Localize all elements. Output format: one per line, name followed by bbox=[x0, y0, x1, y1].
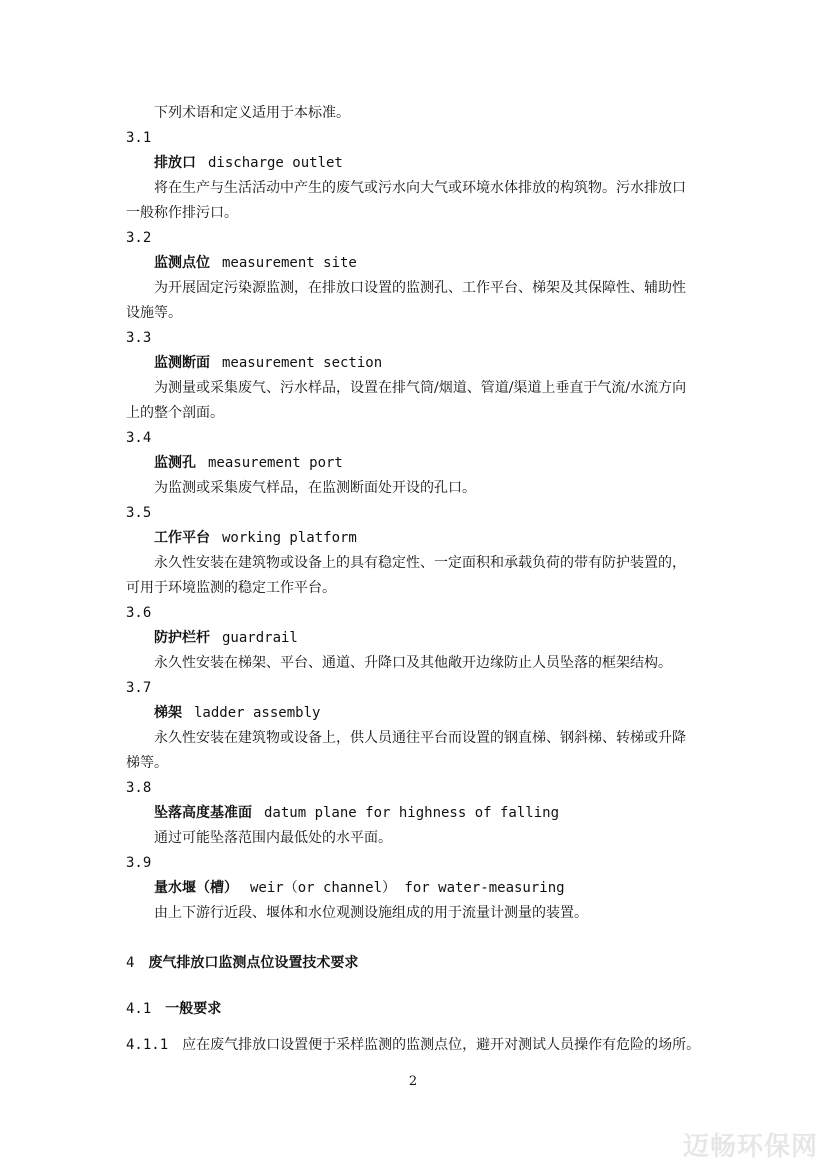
term-definition: 永久性安装在梯架、平台、通道、升降口及其他敞开边缘防止人员坠落的框架结构。 bbox=[154, 655, 672, 671]
term-cn: 坠落高度基准面 bbox=[154, 805, 252, 821]
term-cn: 监测断面 bbox=[154, 355, 210, 371]
term-definition: 永久性安装在建筑物或设备上，供人员通往平台而设置的钢直梯、钢斜梯、转梯或升降 bbox=[154, 730, 686, 746]
term-definition-cont: 设施等。 bbox=[126, 305, 182, 321]
term-number: 3.6 bbox=[126, 605, 152, 621]
term-number: 3.3 bbox=[126, 330, 152, 346]
term-title bbox=[154, 879, 701, 897]
term-number: 3.2 bbox=[126, 230, 152, 246]
term-definition-cont: 可用于环境监测的稳定工作平台。 bbox=[126, 580, 336, 596]
term-number: 3.4 bbox=[126, 430, 152, 446]
term-en: ladder assembly bbox=[194, 705, 321, 721]
term-en: weir（or channel） for water-measuring bbox=[250, 880, 565, 896]
term-cn: 监测点位 bbox=[154, 255, 210, 271]
subsection-number: 4.1 bbox=[126, 1001, 152, 1017]
term-en: guardrail bbox=[222, 630, 298, 646]
term-number: 3.8 bbox=[126, 780, 152, 796]
term-title bbox=[154, 454, 701, 472]
term-cn: 量水堰（槽） bbox=[154, 880, 238, 896]
term-title bbox=[154, 354, 701, 372]
term-definition: 为测量或采集废气、污水样品，设置在排气筒/烟道、管道/渠道上垂直于气流/水流方向 bbox=[154, 380, 687, 396]
term-definition-cont: 梯等。 bbox=[126, 755, 168, 771]
term-title bbox=[154, 154, 701, 172]
term-definition: 为监测或采集废气样品，在监测断面处开设的孔口。 bbox=[154, 480, 476, 496]
term-en: measurement site bbox=[222, 255, 357, 271]
term-definition: 永久性安装在建筑物或设备上的具有稳定性、一定面积和承载负荷的带有防护装置的， bbox=[154, 555, 686, 571]
term-en: measurement port bbox=[208, 455, 343, 471]
term-definition: 由上下游行近段、堰体和水位观测设施组成的用于流量计测量的装置。 bbox=[154, 905, 588, 921]
term-number: 3.7 bbox=[126, 680, 152, 696]
term-cn: 监测孔 bbox=[154, 455, 196, 471]
term-number: 3.9 bbox=[126, 855, 152, 871]
term-en: measurement section bbox=[222, 355, 383, 371]
section-number: 4 bbox=[126, 955, 135, 971]
term-title bbox=[154, 254, 701, 272]
section-heading bbox=[126, 954, 701, 972]
term-definition-cont: 上的整个剖面。 bbox=[126, 405, 224, 421]
term-title bbox=[154, 629, 701, 647]
term-number: 3.1 bbox=[126, 130, 152, 146]
term-title bbox=[154, 804, 701, 822]
page-number: 2 bbox=[408, 1074, 418, 1089]
term-en: working platform bbox=[222, 530, 357, 546]
intro-text: 下列术语和定义适用于本标准。 bbox=[154, 105, 350, 121]
term-definition-cont: 一般称作排污口。 bbox=[126, 205, 238, 221]
term-cn: 工作平台 bbox=[154, 530, 210, 546]
term-cn: 防护栏杆 bbox=[154, 630, 210, 646]
term-definition: 为开展固定污染源监测，在排放口设置的监测孔、工作平台、梯架及其保障性、辅助性 bbox=[154, 280, 686, 296]
term-cn: 梯架 bbox=[154, 705, 182, 721]
clause-text: 应在废气排放口设置便于采样监测的监测点位，避开对测试人员操作有危险的场所。 bbox=[182, 1037, 701, 1053]
term-title bbox=[154, 704, 701, 722]
term-definition: 将在生产与生活活动中产生的废气或污水向大气或环境水体排放的构筑物。污水排放口 bbox=[154, 180, 686, 196]
subsection-title: 一般要求 bbox=[165, 1001, 222, 1017]
term-en: discharge outlet bbox=[208, 155, 343, 171]
clause bbox=[126, 1036, 701, 1054]
subsection-heading bbox=[126, 1000, 701, 1018]
section-title: 废气排放口监测点位设置技术要求 bbox=[148, 955, 359, 971]
term-en: datum plane for highness of falling bbox=[264, 805, 560, 821]
term-number: 3.5 bbox=[126, 505, 152, 521]
watermark-logo: 迈畅环保网 bbox=[682, 1132, 818, 1162]
term-cn: 排放口 bbox=[154, 155, 196, 171]
term-title bbox=[154, 529, 701, 547]
term-definition: 通过可能坠落范围内最低处的水平面。 bbox=[154, 830, 392, 846]
clause-number: 4.1.1 bbox=[126, 1037, 169, 1053]
